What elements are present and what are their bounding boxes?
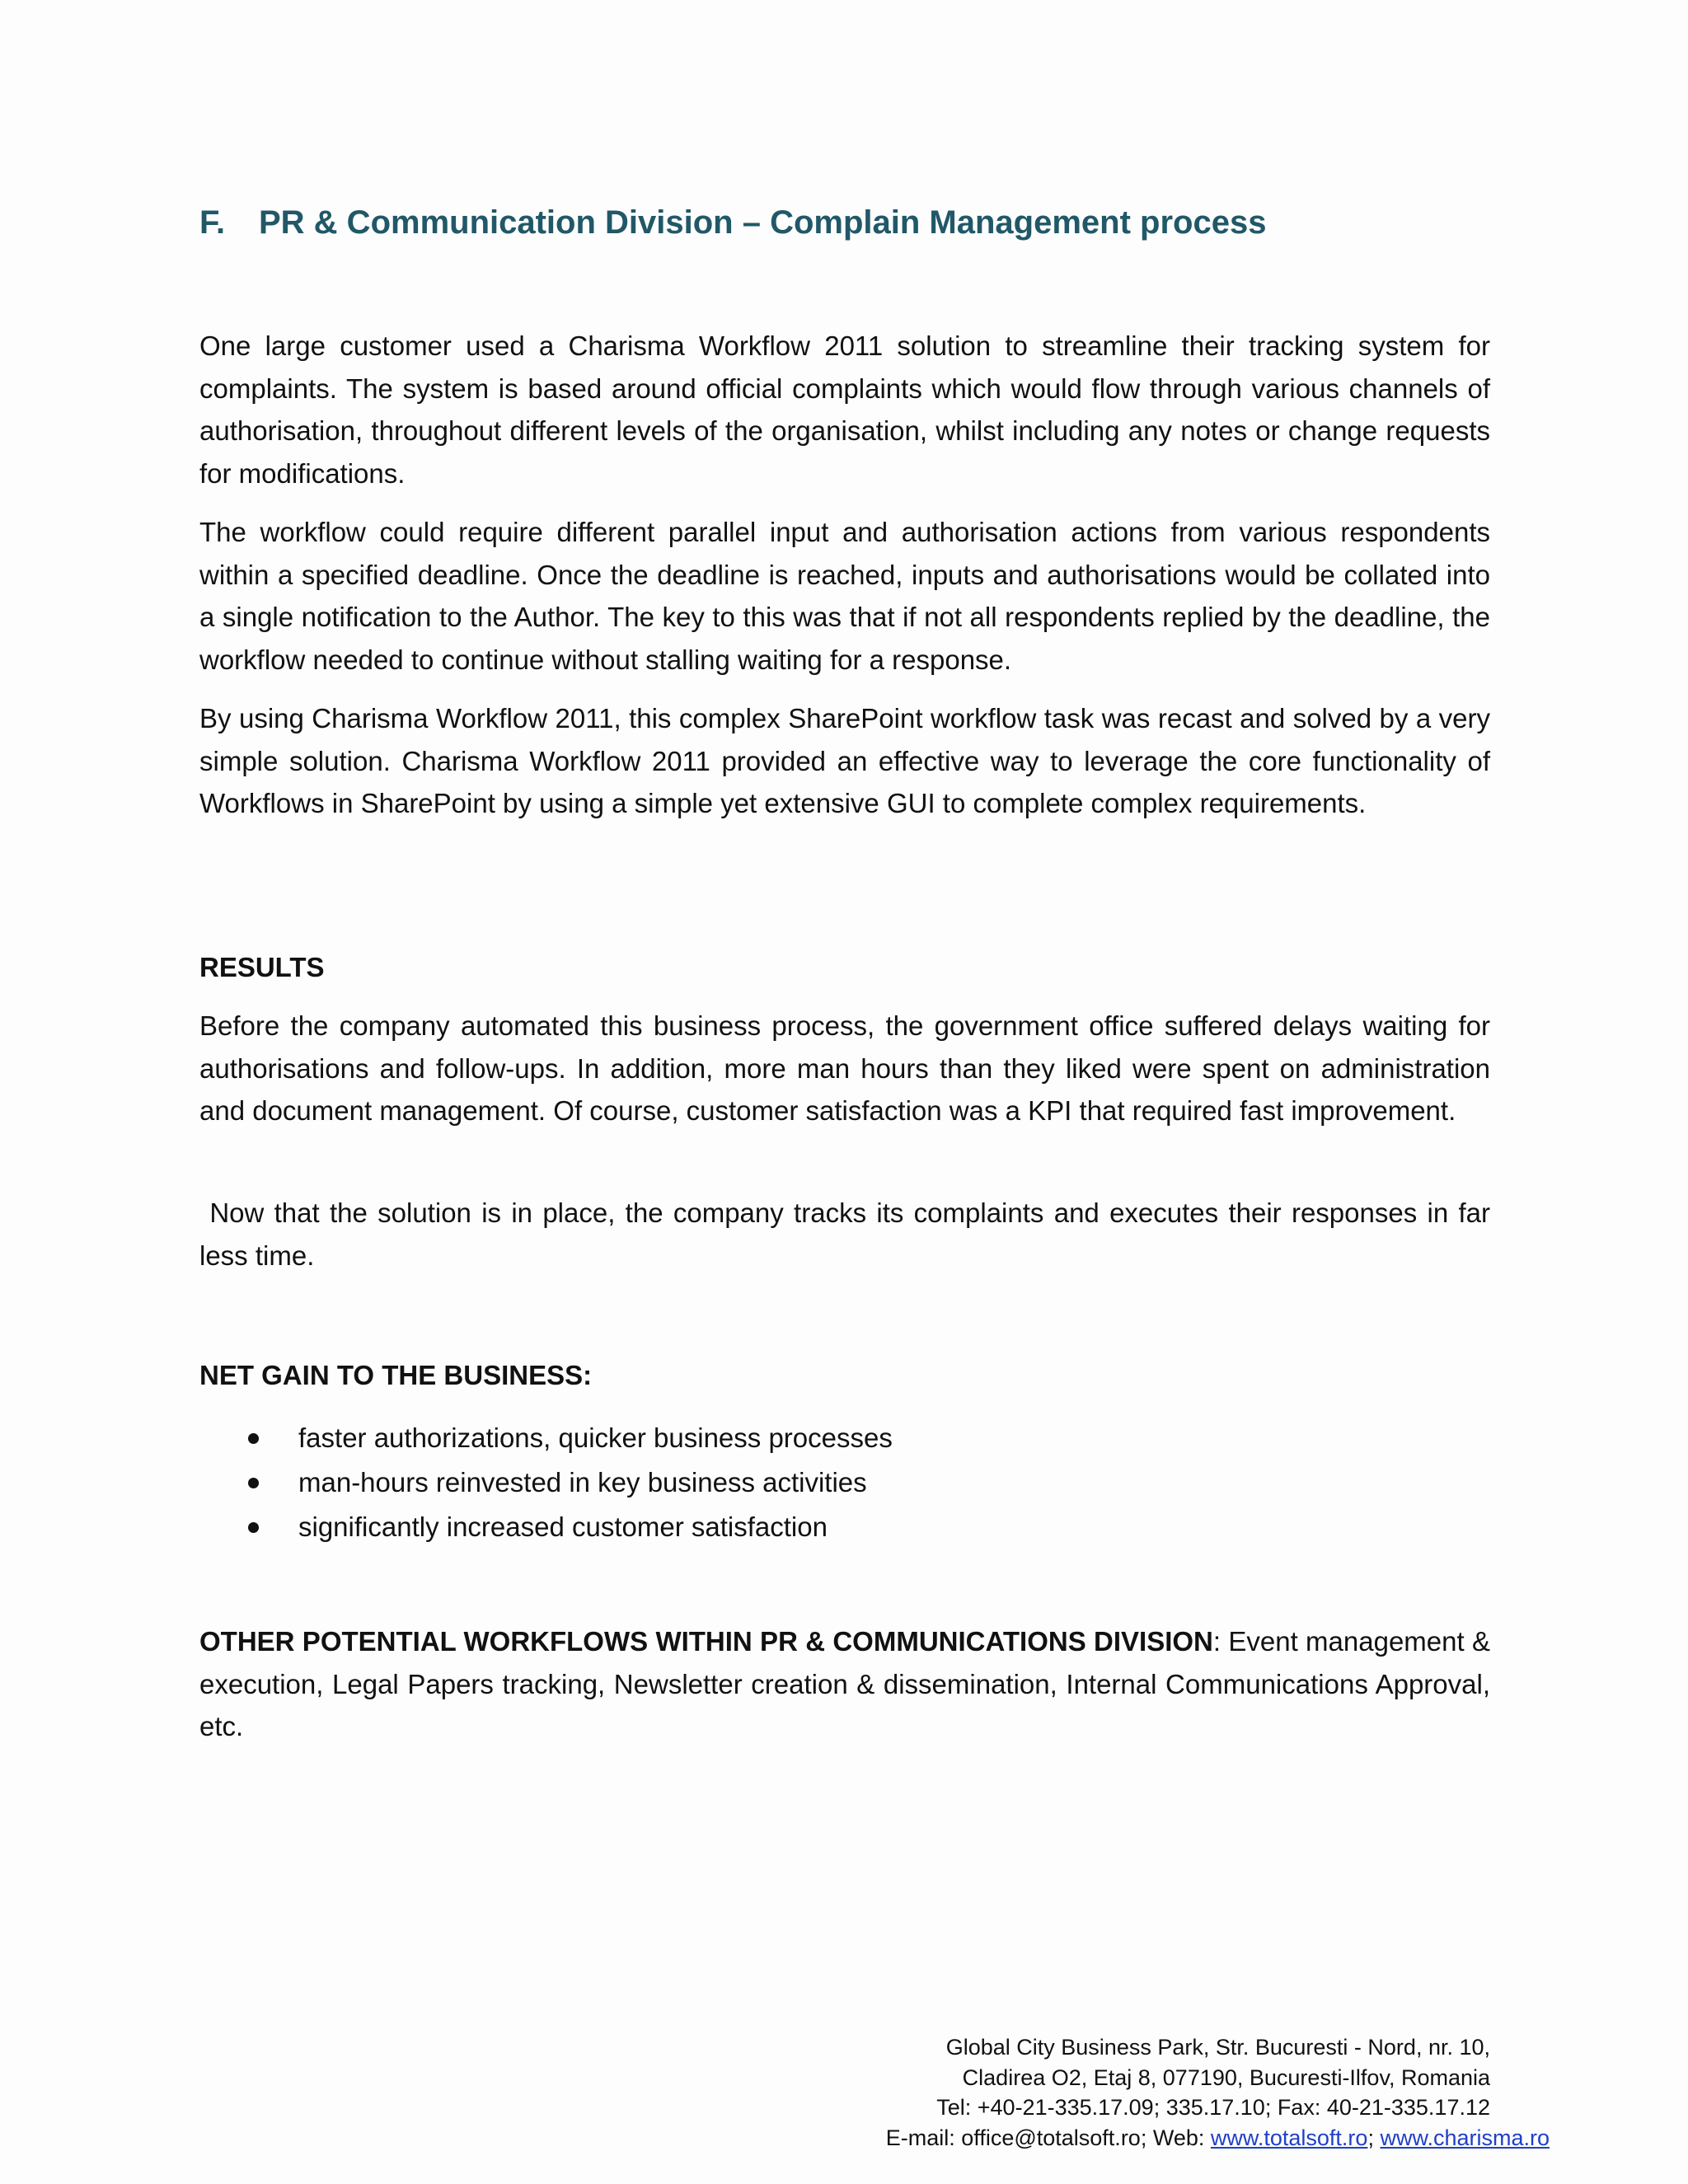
bullet-icon bbox=[248, 1433, 259, 1444]
section-title: PR & Communication Division – Complain Management process bbox=[259, 204, 1267, 241]
list-item bbox=[199, 1505, 1189, 1549]
footer-address-line-1: Global City Business Park, Str. Bucuresti - Nord, nr. 10, bbox=[945, 2035, 1490, 2060]
section-heading bbox=[199, 201, 1518, 244]
footer-contact bbox=[584, 2032, 1550, 2153]
footer-email-line bbox=[584, 2123, 1550, 2154]
footer-email-text: E-mail: office@totalsoft.ro; Web: bbox=[885, 2125, 1211, 2150]
net-gain-list bbox=[199, 1416, 1189, 1549]
totalsoft-link[interactable]: www.totalsoft.ro bbox=[1210, 2125, 1368, 2150]
section-number: F. bbox=[199, 204, 226, 241]
list-item-text: man-hours reinvested in key business activities bbox=[298, 1467, 867, 1497]
bullet-icon bbox=[248, 1522, 259, 1533]
results-paragraph: Before the company automated this business process, the government office suffered delays waiting for authorisations and follow-ups. In addition, more man hours than they liked were spent on administration and document management. Of course, customer satisfaction was a KPI that required fast improvement. bbox=[199, 1010, 1490, 1126]
other-workflows-separator: : bbox=[1212, 1626, 1221, 1657]
footer-phone-line: Tel: +40-21-335.17.09; 335.17.10; Fax: 40-21-335.17.12 bbox=[936, 2095, 1490, 2120]
other-workflows-paragraph bbox=[199, 1620, 1490, 1748]
charisma-link[interactable]: www.charisma.ro bbox=[1380, 2125, 1550, 2150]
list-item-text: faster authorizations, quicker business processes bbox=[298, 1422, 893, 1453]
intro-paragraph: The workflow could require different parallel input and authorisation actions from various respondents within a specified deadline. Once the deadline is reached, inputs and authorisations would be collated into a single notification to the Author. The key to this was that if not all respondents replied by the deadline, the workflow needed to continue without stalling waiting for a response. bbox=[199, 517, 1490, 675]
results-heading: RESULTS bbox=[199, 952, 325, 982]
intro-paragraph: By using Charisma Workflow 2011, this complex SharePoint workflow task was recast and solved by a very simple solution. Charisma Workflow 2011 provided an effective way to leverage the core functionality of Workflows in SharePoint by using a simple yet extensive GUI to complete complex requirements. bbox=[199, 703, 1490, 818]
net-gain-heading: NET GAIN TO THE BUSINESS: bbox=[199, 1360, 593, 1390]
footer-address-line-2: Cladirea O2, Etaj 8, 077190, Bucuresti-Ilfov, Romania bbox=[962, 2064, 1490, 2090]
list-item-text: significantly increased customer satisfaction bbox=[298, 1511, 828, 1542]
list-item bbox=[199, 1460, 1189, 1505]
other-workflows-heading: OTHER POTENTIAL WORKFLOWS WITHIN PR & COMMUNICATIONS DIVISION bbox=[199, 1626, 1213, 1657]
results-paragraph: Now that the solution is in place, the company tracks its complaints and executes their responses in far less time. bbox=[199, 1197, 1498, 1271]
link-separator: ; bbox=[1367, 2125, 1381, 2150]
list-item bbox=[199, 1416, 1189, 1460]
bullet-icon bbox=[248, 1478, 259, 1488]
other-workflows-text: Event management & execution, Legal Papers tracking, Newsletter creation & dissemination, Internal Communications Approval, etc. bbox=[199, 1626, 1490, 1741]
intro-paragraph: One large customer used a Charisma Workflow 2011 solution to streamline their tracking system for complaints. The system is based around official complaints which would flow through various channels of authorisation, throughout different levels of the organisation, whilst including any notes or change requests for modifications. bbox=[199, 330, 1490, 489]
